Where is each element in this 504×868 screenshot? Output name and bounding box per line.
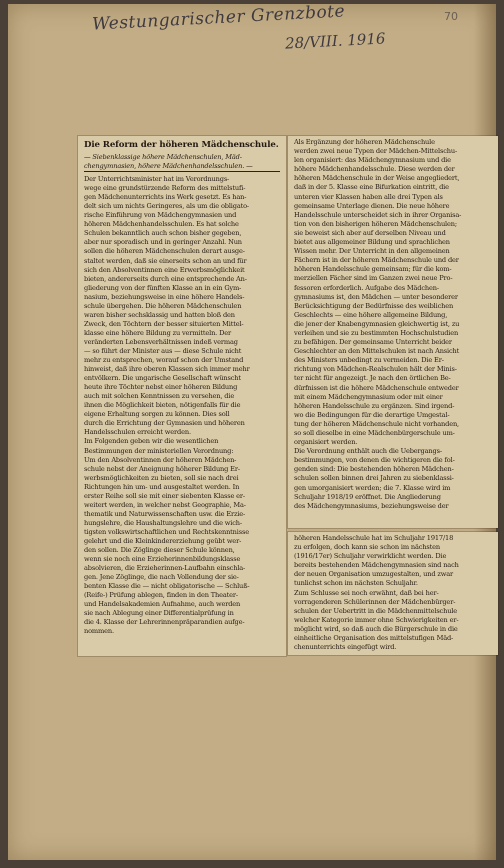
text-line: Richtungen hin um- und ausgestaltet werden. In xyxy=(84,482,240,491)
text-line: Schuljahr 1918/19 eröffnet. Die Angliederung xyxy=(294,492,441,501)
text-line: benten Klasse die — nicht obligatorische — Schluß- xyxy=(84,582,250,591)
text-line: eigene Erhaltung sorgen zu können. Dies soll xyxy=(84,410,230,419)
text-line: gliederung von der fünften Klasse an in ein Gym- xyxy=(84,283,242,292)
text-line: Fächern ist in der höheren Mädchenschule und der xyxy=(294,256,459,265)
text-line: die 4. Klasse der Lehrerinnenpräparandien aufge- xyxy=(84,618,245,627)
text-line: wenn sie noch eine Erzieherinnenbildungsklasse xyxy=(84,555,241,564)
subheadline-line: — Siebenklassige höhere Mädchenschulen, Mäd- xyxy=(84,153,242,161)
text-line: rische Einführung von Mädchengymnasien und xyxy=(84,211,237,220)
text-line: tung der höheren Mädchenschule nicht vorhanden, xyxy=(294,419,459,428)
text-line: staltet werden, daß sie einerseits schon an und für xyxy=(84,256,247,265)
text-line: bestimmungen, von denen die wichtigeren die fol- xyxy=(294,456,455,465)
text-line: zu befähigen. Der gemeinsame Unterricht beider xyxy=(294,338,452,347)
clipping-right-column-bottom xyxy=(288,532,498,655)
text-line: Berücksichtigung der Bedürfnisse des weiblichen xyxy=(294,301,454,310)
text-line: gymnasiums ist, den Mädchen — unter besonderer xyxy=(294,292,458,301)
text-line: Handelsschulen erreicht werden. xyxy=(84,428,191,437)
text-line: — so führt der Minister aus — diese Schule nicht xyxy=(84,346,242,355)
text-line: Als Ergänzung der höheren Mädchenschule xyxy=(294,138,435,146)
text-line: des Ministers unbedingt zu vermeiden. Die Er- xyxy=(294,356,444,365)
text-line: chenunterrichts eingefügt wird. xyxy=(294,643,397,652)
text-line: sie beweist sich aber auf derselben Niveau und xyxy=(294,228,446,237)
text-line: so soll dieselbe in eine Mädchenbürgerschule um- xyxy=(294,429,455,437)
text-line: heute ihre Töchter nebst einer höheren Bildung xyxy=(84,383,238,392)
text-line: werden zwei neue Typen der Mädchen-Mittelschu- xyxy=(294,147,458,156)
text-line: gen Mädchenunterrichts ins Werk gesetzt. Es han- xyxy=(84,193,247,202)
text-line: wo die Bedingungen für die derartige Umgestal- xyxy=(294,410,450,419)
text-line: dürfnissen ist die höhere Mädchenschule entweder xyxy=(294,383,459,392)
text-line: höheren Handelsschule hat im Schuljahr 1917/18 xyxy=(294,534,454,542)
text-line: schule übergehen. Die höheren Mädchenschulen xyxy=(84,301,242,310)
text-line: len organisiert: das Mädchengymnasium und die xyxy=(294,156,451,165)
right-top-text xyxy=(294,138,493,511)
text-line: merziellen Fächer sind im Ganzen zwei neue Pro- xyxy=(294,274,453,283)
text-line: genden sind: Die bestehenden höheren Mädchen- xyxy=(294,465,454,474)
text-line: thematik und Naturwissenschaften usw. die Erzie- xyxy=(84,509,246,518)
text-line: einheitliche Organisation des mittelstufigen Mäd- xyxy=(294,634,454,643)
left-column-text xyxy=(84,175,280,636)
text-line: Im Folgenden geben wir die wesentlichen xyxy=(84,437,219,446)
clipping-left-column xyxy=(78,136,286,656)
text-line: durch die Errichtung der Gymnasien und höheren xyxy=(84,419,245,428)
text-line: erster Reihe soll sie mit einer siebenten Klasse er- xyxy=(84,491,246,500)
text-line: des Mädchengymnasiums, beziehungsweise der xyxy=(294,501,449,510)
subheadline-line: chengymnasien, höhere Mädchenhandelsschulen. — xyxy=(84,162,253,171)
text-line: entvölkern. Die ungarische Gesellschaft wünscht xyxy=(84,374,241,383)
text-line: welcher Kategorie immer ohne Schwierigkeiten er- xyxy=(294,615,459,624)
text-line: Der Unterrichtsminister hat im Verordnungs- xyxy=(84,175,230,184)
text-line: tion von den bisherigen höheren Mädchenschulen; xyxy=(294,219,457,228)
text-line: die jener der Knabengymnasien gleichwertig ist, zu xyxy=(294,319,460,328)
text-line: verleihen und sie zu bestimmten Hochschulstudien xyxy=(294,328,459,337)
text-line: weitert werden, in welcher nebst Geographie, Ma- xyxy=(84,500,246,509)
text-line: bietet aus allgemeiner Bildung und sprachlichen xyxy=(294,238,450,247)
text-line: tigsten volkswirtschaftlichen und Rechtskenntnisse xyxy=(84,527,249,536)
right-bottom-text xyxy=(294,534,493,652)
text-line: höheren Handelsschule zu ergänzen. Sind irgend- xyxy=(294,401,455,410)
text-line: den sollen. Die Zöglinge dieser Schule können, xyxy=(84,546,235,555)
text-line: (1916/17er) Schuljahr verwirklicht werden. Die xyxy=(294,552,447,561)
text-line: unteren vier Klassen haben alle drei Typen als xyxy=(294,192,443,201)
text-line: daß in der 5. Klasse eine Bifurkation eintritt, die xyxy=(294,183,449,192)
text-line: Wissen mehr. Der Unterricht in den allgemeinen xyxy=(294,247,450,256)
text-line: Bestimmungen der ministeriellen Verordnung: xyxy=(84,446,234,455)
text-line: höhere Mädchenhandelsschule. Diese werden der xyxy=(294,165,455,174)
text-line: zu erfolgen, doch kann sie schon im nächsten xyxy=(294,543,440,552)
text-line: der neuen Organisation umzugestalten, und zwar xyxy=(294,570,453,579)
text-line: ihnen die Möglichkeit bieten, nötigenfalls für die xyxy=(84,401,241,410)
text-line: vorragenderen Schülerinnen der Mädchenbürger- xyxy=(294,597,456,606)
text-line: nasium, beziehungsweise in eine höhere Handels- xyxy=(84,292,245,301)
text-line: delt sich um nichts Geringeres, als um die obligato- xyxy=(84,202,250,211)
text-line: und Handelsakademien Aufnahme, auch werden xyxy=(84,600,241,609)
text-line: klasse eine höhere Bildung zu vermitteln. Der xyxy=(84,328,231,337)
text-line: schulen sollen binnen drei Jahren zu siebenklassi- xyxy=(294,474,454,483)
text-line: Geschlechter an den Mittelschulen ist nach Ansicht xyxy=(294,347,460,356)
text-line: sollen die höheren Mädchenschulen derart ausge- xyxy=(84,247,245,256)
text-line: waren bisher sechsklassig und hatten bloß den xyxy=(84,310,235,319)
text-line: höheren Mädchenschule in der Weise angegliedert, xyxy=(294,174,460,183)
text-line: absolvieren, die Erzieherinnen-Laufbahn einschla- xyxy=(84,564,246,573)
text-line: nommen. xyxy=(84,627,114,636)
text-line: Die Verordnung enthält auch die Uebergangs- xyxy=(294,447,442,456)
text-line: Zum Schlusse sei noch erwähnt, daß bei her- xyxy=(294,588,439,597)
text-line: ter nicht für angezeigt. Je nach den örtlichen Be- xyxy=(294,374,451,383)
text-line: sie nach Ablegung einer Differentialprüfung in xyxy=(84,609,234,618)
text-line: hinweist, daß ihre oberen Klassen sich immer mehr xyxy=(84,365,250,374)
text-line: schulen der Uebertritt in die Mädchenmittelschule xyxy=(294,606,458,615)
text-line: fessoren erforderlich. Aufgabe des Mädchen- xyxy=(294,283,439,292)
text-line: veränderten Lebensverhältnissen indeß vermag xyxy=(84,337,238,346)
text-line: Zweck, den Töchtern der besser situierten Mittel- xyxy=(84,319,244,328)
article-subheadline xyxy=(84,153,280,171)
headline-rule xyxy=(84,171,280,172)
text-line: höheren Mädchenhandelsschulen. Es hat solche xyxy=(84,220,239,229)
text-line: auch mit solchen Kenntnissen zu versehen, die xyxy=(84,392,235,401)
text-line: gen umorganisiert werden; die 7. Klasse wird im xyxy=(294,483,451,492)
text-line: Geschlechts — eine höhere allgemeine Bildung, xyxy=(294,310,448,319)
text-line: gen. Jene Zöglinge, die nach Vollendung der sie- xyxy=(84,573,239,582)
text-line: gelehrt und die Kleinkindererziehung geübt wer- xyxy=(84,536,242,545)
text-line: möglicht wird, so daß auch die Bürgerschule in die xyxy=(294,624,458,633)
text-line: aber nur sporadisch und in geringer Anzahl. Nun xyxy=(84,238,242,247)
text-line: bereits bestehenden Mädchengymnasien sind nach xyxy=(294,561,459,570)
text-line: tunlichst schon im nächsten Schuljahr. xyxy=(294,579,418,588)
text-line: hungslehre, die Haushaltungslehre und die wich- xyxy=(84,518,242,527)
text-line: Um den Absolventinnen der höheren Mädchen- xyxy=(84,455,237,464)
text-line: organisiert werden. xyxy=(294,438,358,447)
text-line: Handelsschule unterscheidet sich in ihrer Organisa- xyxy=(294,210,462,219)
handwritten-newspaper-name: Westungarischer Grenzbote xyxy=(91,1,346,35)
text-line: (Reife-) Prüfung ablegen, finden in den Theater- xyxy=(84,591,238,600)
text-line: mehr zu entsprechen, worauf schon der Umstand xyxy=(84,356,244,365)
text-line: sich den Absolventinnen eine Erwerbsmöglichkeit xyxy=(84,265,245,274)
text-line: richtung von Mädchen-Realschulen hält der Minis- xyxy=(294,365,457,374)
text-line: werbsmöglichkeiten zu bieten, soll sie nach drei xyxy=(84,473,239,482)
text-line: höheren Handelsschule gemeinsam; für die kom- xyxy=(294,265,452,274)
handwritten-archive-number: 70 xyxy=(444,10,458,23)
clipping-right-column-top xyxy=(288,136,498,528)
text-line: bieten, andererseits durch eine entsprechende An- xyxy=(84,274,247,283)
article-headline: Die Reform der höheren Mädchenschule. xyxy=(84,140,279,150)
text-line: wege eine grundstürzende Reform des mittelstufi- xyxy=(84,184,246,193)
text-line: gemeinsame Unterlage dienen. Die neue höhere xyxy=(294,201,450,210)
text-line: Schulen bekanntlich auch schon bisher gegeben, xyxy=(84,229,242,238)
text-line: mit einem Mädchengymnasium oder mit einer xyxy=(294,392,443,401)
handwritten-date: 28/VIII. 1916 xyxy=(284,29,386,53)
text-line: schule nebst der Aneignung höherer Bildung Er- xyxy=(84,464,240,473)
